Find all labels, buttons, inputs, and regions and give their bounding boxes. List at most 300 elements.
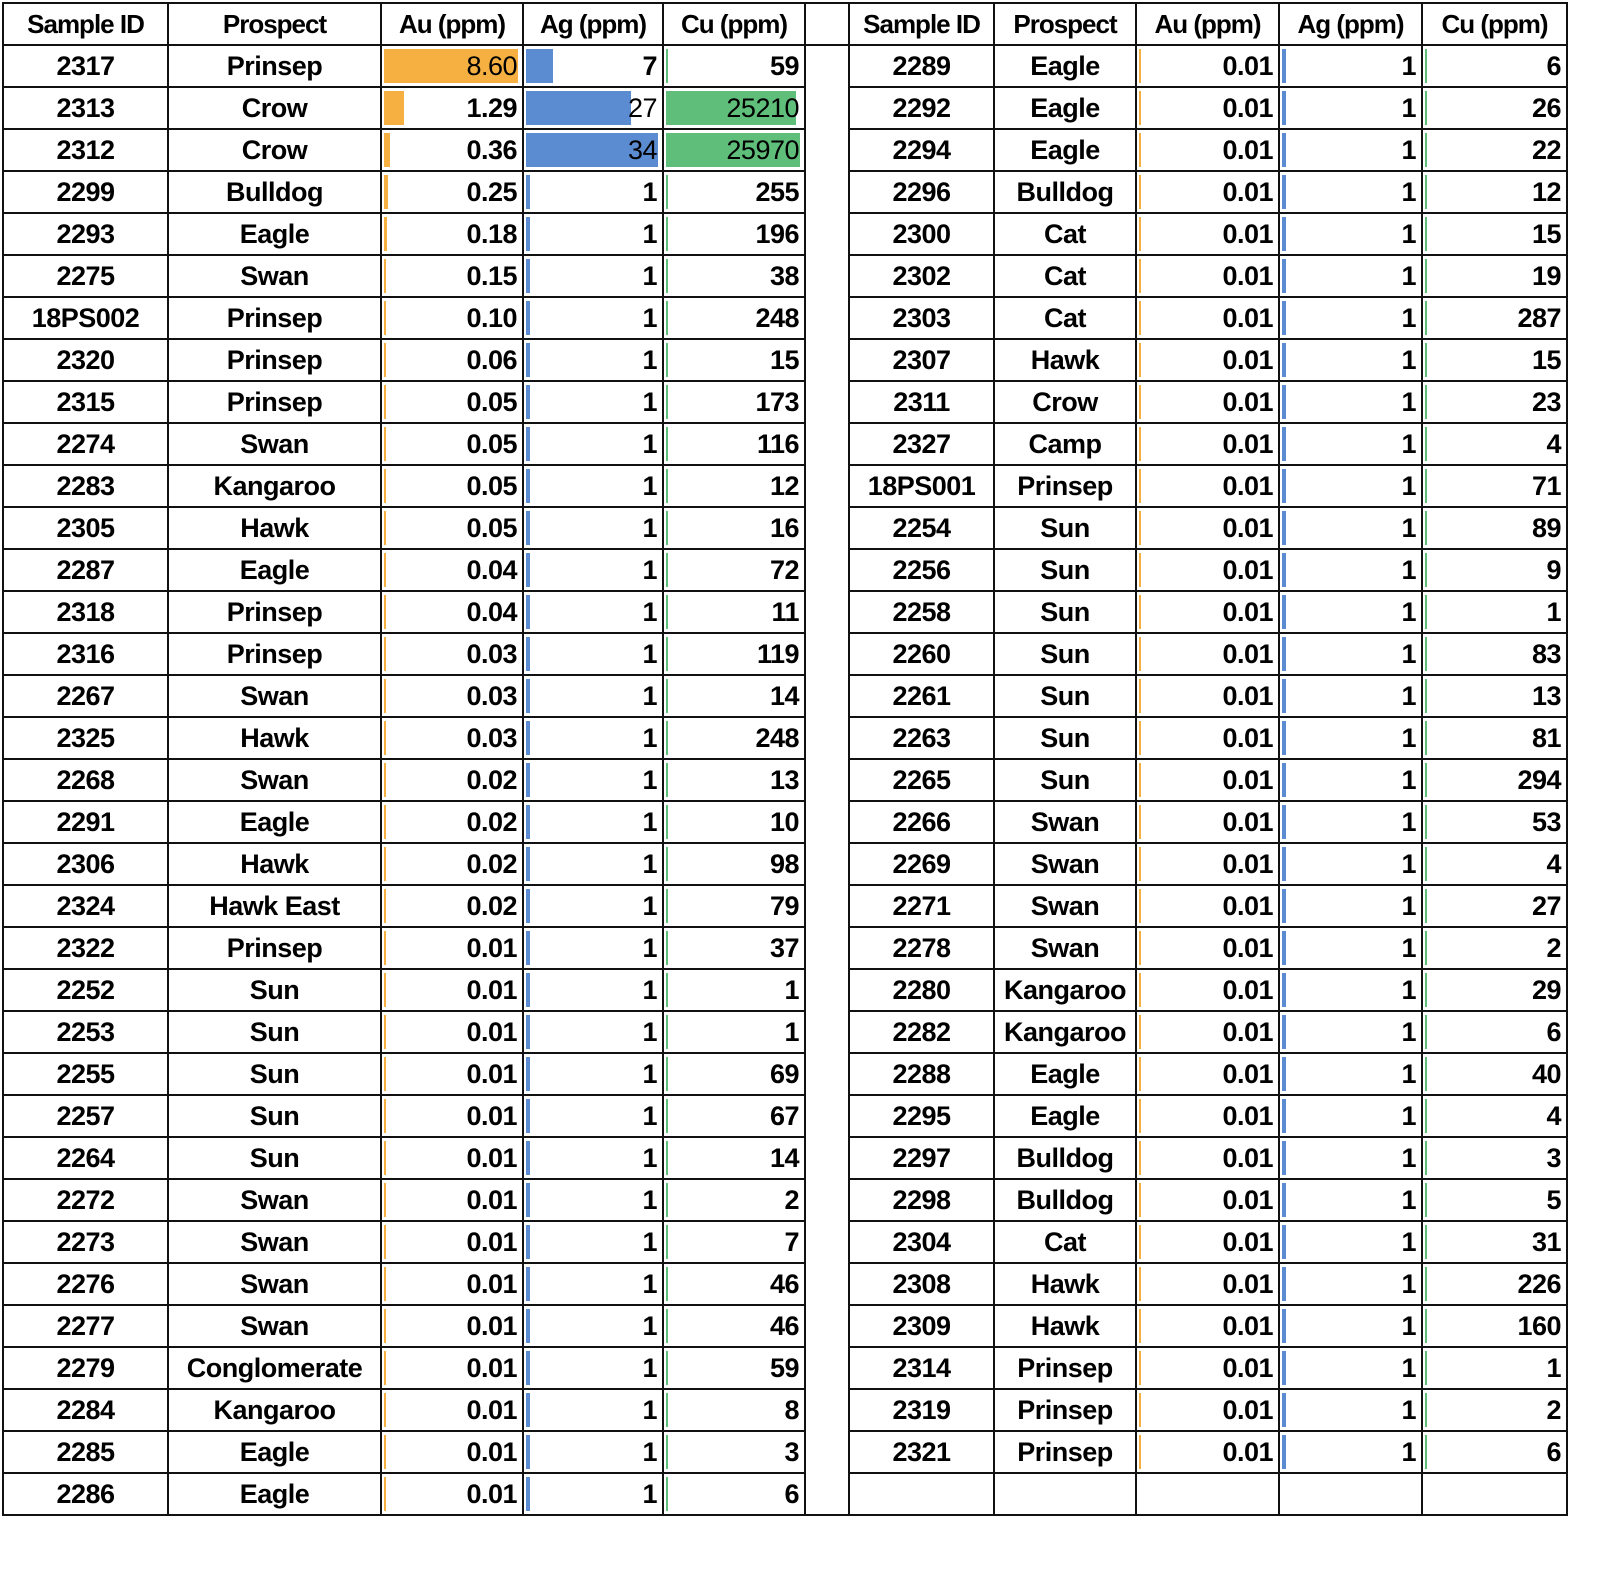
header-au: Au (ppm) [381, 3, 523, 45]
cu-value: 6 [1546, 1436, 1561, 1467]
sample-id-cell: 2277 [3, 1305, 168, 1347]
sample-id-cell: 2299 [3, 171, 168, 213]
sample-id-cell: 2324 [3, 885, 168, 927]
cu-cell [1422, 633, 1567, 675]
ag-data-bar [526, 49, 553, 83]
prospect-cell: Bulldog [994, 1137, 1136, 1179]
ag-cell [523, 1179, 663, 1221]
cu-data-bar [1425, 763, 1427, 797]
sample-id-cell: 2264 [3, 1137, 168, 1179]
prospect-cell: Prinsep [994, 1389, 1136, 1431]
ag-cell [523, 339, 663, 381]
sample-id-cell: 2263 [849, 717, 994, 759]
cu-data-bar [666, 469, 668, 503]
cu-value: 6 [784, 1478, 799, 1509]
au-cell [381, 339, 523, 381]
cu-value: 81 [1531, 722, 1561, 753]
cu-data-bar [666, 1267, 668, 1301]
au-cell [1136, 423, 1279, 465]
cu-cell [1422, 381, 1567, 423]
au-cell [381, 1053, 523, 1095]
cu-value: 2 [1546, 932, 1561, 963]
ag-value: 1 [1401, 974, 1416, 1005]
ag-data-bar [1282, 1057, 1286, 1091]
ag-cell [523, 87, 663, 129]
au-value: 0.05 [466, 512, 517, 543]
au-cell [381, 507, 523, 549]
cu-data-bar [1425, 973, 1427, 1007]
cu-data-bar [1425, 175, 1427, 209]
sample-id-cell: 2280 [849, 969, 994, 1011]
sample-id-cell: 2272 [3, 1179, 168, 1221]
au-cell [1136, 465, 1279, 507]
au-data-bar [1139, 595, 1141, 629]
au-cell [1136, 297, 1279, 339]
sample-id-cell: 2252 [3, 969, 168, 1011]
au-data-bar [384, 217, 387, 251]
au-data-bar [1139, 721, 1141, 755]
spacer-cell [805, 423, 849, 465]
au-value: 0.01 [1222, 1436, 1273, 1467]
ag-cell [523, 129, 663, 171]
au-value: 0.01 [1222, 848, 1273, 879]
au-data-bar [384, 259, 386, 293]
au-value: 0.02 [466, 764, 517, 795]
au-data-bar [384, 763, 386, 797]
au-data-bar [384, 553, 386, 587]
ag-data-bar [1282, 679, 1286, 713]
sample-id-cell: 2303 [849, 297, 994, 339]
prospect-cell: Swan [994, 843, 1136, 885]
spacer-cell [805, 129, 849, 171]
spacer-cell [805, 675, 849, 717]
cu-cell [663, 633, 805, 675]
ag-cell [523, 1011, 663, 1053]
au-data-bar [1139, 805, 1141, 839]
ag-value: 1 [1401, 1100, 1416, 1131]
ag-cell [1279, 1389, 1422, 1431]
prospect-cell: Hawk [994, 1305, 1136, 1347]
ag-data-bar [526, 1015, 530, 1049]
au-data-bar [384, 1057, 386, 1091]
sample-id-cell: 2307 [849, 339, 994, 381]
au-cell [1136, 171, 1279, 213]
sample-id-cell: 2265 [849, 759, 994, 801]
cu-cell [663, 1221, 805, 1263]
sample-id-cell: 2325 [3, 717, 168, 759]
au-cell [381, 1179, 523, 1221]
au-data-bar [384, 343, 386, 377]
ag-data-bar [1282, 595, 1286, 629]
cu-cell [663, 381, 805, 423]
ag-value: 1 [1401, 1310, 1416, 1341]
ag-value: 1 [642, 974, 657, 1005]
cu-data-bar [1425, 301, 1427, 335]
sample-id-cell: 2255 [3, 1053, 168, 1095]
cu-cell [663, 1053, 805, 1095]
ag-value: 1 [1401, 1016, 1416, 1047]
table-row [3, 381, 1567, 423]
cu-cell [1422, 1011, 1567, 1053]
ag-data-bar [526, 1183, 530, 1217]
au-data-bar [1139, 763, 1141, 797]
ag-cell [1279, 927, 1422, 969]
spacer-cell [805, 843, 849, 885]
cu-data-bar [666, 553, 668, 587]
ag-cell [1279, 129, 1422, 171]
spacer-cell [805, 465, 849, 507]
cu-data-bar [666, 637, 668, 671]
au-cell [1136, 675, 1279, 717]
au-cell [381, 255, 523, 297]
ag-data-bar [526, 427, 530, 461]
cu-data-bar [666, 805, 668, 839]
au-data-bar [384, 1351, 386, 1385]
cu-value: 46 [769, 1268, 799, 1299]
au-value: 0.01 [466, 1058, 517, 1089]
au-value: 0.01 [466, 1310, 517, 1341]
cu-value: 15 [1531, 344, 1561, 375]
au-data-bar [1139, 469, 1141, 503]
au-cell [381, 885, 523, 927]
cu-cell [663, 591, 805, 633]
prospect-cell: Swan [994, 927, 1136, 969]
au-data-bar [1139, 133, 1141, 167]
cu-value: 12 [1531, 176, 1561, 207]
cu-data-bar [666, 931, 668, 965]
prospect-cell: Hawk East [168, 885, 381, 927]
au-cell [1136, 885, 1279, 927]
au-value: 0.05 [466, 470, 517, 501]
table-row [3, 1053, 1567, 1095]
prospect-cell: Crow [168, 129, 381, 171]
cu-cell [1422, 129, 1567, 171]
sample-id-cell: 2297 [849, 1137, 994, 1179]
prospect-cell: Cat [994, 1221, 1136, 1263]
cu-value: 59 [769, 1352, 799, 1383]
ag-cell [523, 1095, 663, 1137]
au-cell [381, 465, 523, 507]
cu-cell [1422, 255, 1567, 297]
cu-cell [663, 129, 805, 171]
sample-id-cell: 2320 [3, 339, 168, 381]
cu-data-bar [666, 847, 668, 881]
au-cell [1136, 1263, 1279, 1305]
au-value: 0.01 [466, 1478, 517, 1509]
cu-data-bar [666, 1183, 668, 1217]
prospect-cell: Sun [168, 1011, 381, 1053]
cu-value: 27 [1531, 890, 1561, 921]
ag-cell [1279, 1305, 1422, 1347]
spacer-cell [805, 1473, 849, 1515]
ag-data-bar [526, 385, 530, 419]
sample-id-cell: 2311 [849, 381, 994, 423]
spacer-cell [805, 717, 849, 759]
prospect-cell: Sun [994, 717, 1136, 759]
au-data-bar [1139, 343, 1141, 377]
ag-value: 1 [1401, 1394, 1416, 1425]
au-value: 0.02 [466, 890, 517, 921]
ag-value: 1 [1401, 470, 1416, 501]
ag-cell [1279, 591, 1422, 633]
au-cell [381, 801, 523, 843]
au-cell [381, 759, 523, 801]
ag-data-bar [1282, 805, 1286, 839]
sample-id-cell: 2278 [849, 927, 994, 969]
ag-cell [1279, 213, 1422, 255]
ag-data-bar [526, 595, 530, 629]
ag-cell [523, 423, 663, 465]
au-cell [1136, 129, 1279, 171]
au-cell [1136, 633, 1279, 675]
sample-id-cell: 2296 [849, 171, 994, 213]
cu-data-bar [1425, 1015, 1427, 1049]
ag-data-bar [526, 973, 530, 1007]
au-value: 0.01 [1222, 932, 1273, 963]
table-row [3, 969, 1567, 1011]
ag-cell [1279, 1011, 1422, 1053]
prospect-cell: Hawk [168, 843, 381, 885]
ag-cell [523, 927, 663, 969]
header-row [3, 3, 1567, 45]
ag-data-bar [1282, 889, 1286, 923]
au-cell [1136, 759, 1279, 801]
au-data-bar [384, 91, 404, 125]
au-data-bar [384, 1141, 386, 1175]
cu-value: 1 [1546, 1352, 1561, 1383]
au-data-bar [384, 721, 386, 755]
au-cell [1136, 927, 1279, 969]
au-data-bar [1139, 1057, 1141, 1091]
cu-cell [1422, 1137, 1567, 1179]
ag-value: 1 [1401, 848, 1416, 879]
ag-cell [1279, 969, 1422, 1011]
cu-value: 4 [1546, 428, 1561, 459]
au-data-bar [1139, 511, 1141, 545]
au-value: 0.03 [466, 680, 517, 711]
cu-data-bar [1425, 511, 1427, 545]
spacer-cell [805, 1095, 849, 1137]
ag-data-bar [526, 301, 530, 335]
spacer-cell [805, 759, 849, 801]
ag-cell [523, 1347, 663, 1389]
sample-id-cell: 2253 [3, 1011, 168, 1053]
cu-value: 3 [784, 1436, 799, 1467]
au-value: 0.01 [1222, 806, 1273, 837]
au-value: 0.01 [466, 1226, 517, 1257]
spacer-cell [805, 297, 849, 339]
cu-cell [663, 549, 805, 591]
spacer-cell [805, 213, 849, 255]
au-cell [1136, 549, 1279, 591]
table-row [3, 591, 1567, 633]
table-row [3, 1305, 1567, 1347]
ag-value: 1 [1401, 1058, 1416, 1089]
au-value: 0.02 [466, 806, 517, 837]
au-cell [381, 1305, 523, 1347]
cu-cell [1422, 1095, 1567, 1137]
cu-cell [663, 1347, 805, 1389]
ag-data-bar [526, 1435, 530, 1469]
ag-cell [523, 801, 663, 843]
au-value: 0.36 [466, 134, 517, 165]
cu-data-bar [666, 679, 668, 713]
au-data-bar [1139, 1015, 1141, 1049]
cu-cell [663, 1095, 805, 1137]
prospect-cell: Sun [168, 1053, 381, 1095]
cu-cell [663, 171, 805, 213]
au-cell [381, 675, 523, 717]
sample-id-cell: 2318 [3, 591, 168, 633]
au-cell [1136, 87, 1279, 129]
ag-value: 1 [642, 386, 657, 417]
cu-cell [1422, 507, 1567, 549]
table-row [3, 1347, 1567, 1389]
au-value: 0.05 [466, 386, 517, 417]
cu-value: 72 [769, 554, 799, 585]
ag-cell [1279, 1263, 1422, 1305]
cu-data-bar [1425, 679, 1427, 713]
ag-data-bar [1282, 1267, 1286, 1301]
prospect-cell: Crow [168, 87, 381, 129]
prospect-cell: Crow [994, 381, 1136, 423]
au-cell [381, 1095, 523, 1137]
sample-id-cell: 2316 [3, 633, 168, 675]
cu-data-bar [1425, 427, 1427, 461]
au-data-bar [384, 805, 386, 839]
ag-data-bar [526, 1141, 530, 1175]
cu-value: 26 [1531, 92, 1561, 123]
au-cell [381, 591, 523, 633]
au-value: 0.02 [466, 848, 517, 879]
ag-cell [1279, 339, 1422, 381]
cu-data-bar [1425, 1351, 1427, 1385]
ag-data-bar [1282, 553, 1286, 587]
cu-value: 6 [1546, 1016, 1561, 1047]
sample-id-cell: 18PS001 [849, 465, 994, 507]
prospect-cell: Kangaroo [994, 1011, 1136, 1053]
ag-data-bar [1282, 49, 1286, 83]
cu-value: 25210 [726, 92, 799, 123]
cu-value: 29 [1531, 974, 1561, 1005]
ag-value: 1 [1401, 596, 1416, 627]
ag-data-bar [1282, 133, 1286, 167]
cu-data-bar [1425, 595, 1427, 629]
cu-value: 38 [769, 260, 799, 291]
cu-cell [663, 843, 805, 885]
cu-cell [1422, 1221, 1567, 1263]
ag-data-bar [1282, 1393, 1286, 1427]
ag-cell [1279, 1095, 1422, 1137]
cu-value: 3 [1546, 1142, 1561, 1173]
cu-data-bar [1425, 385, 1427, 419]
header-cu-right: Cu (ppm) [1422, 3, 1567, 45]
ag-value: 1 [1401, 134, 1416, 165]
prospect-cell: Eagle [168, 213, 381, 255]
ag-value: 1 [1401, 1436, 1416, 1467]
cu-cell [1422, 1473, 1567, 1515]
spacer-cell [805, 1389, 849, 1431]
ag-value: 1 [1401, 764, 1416, 795]
ag-cell [1279, 297, 1422, 339]
prospect-cell: Kangaroo [994, 969, 1136, 1011]
au-value: 0.04 [466, 596, 517, 627]
cu-cell [663, 1137, 805, 1179]
au-value: 0.01 [1222, 302, 1273, 333]
ag-value: 1 [1401, 218, 1416, 249]
sample-id-cell: 2276 [3, 1263, 168, 1305]
au-value: 0.01 [1222, 764, 1273, 795]
table-row [3, 1095, 1567, 1137]
cu-data-bar [1425, 343, 1427, 377]
cu-value: 16 [769, 512, 799, 543]
spacer-cell [805, 1011, 849, 1053]
au-data-bar [1139, 889, 1141, 923]
cu-cell [1422, 885, 1567, 927]
ag-data-bar [1282, 763, 1286, 797]
au-cell [381, 1389, 523, 1431]
ag-cell [523, 1431, 663, 1473]
cu-data-bar [1425, 847, 1427, 881]
ag-data-bar [526, 1225, 530, 1259]
prospect-cell: Swan [994, 885, 1136, 927]
table-row [3, 1221, 1567, 1263]
au-data-bar [384, 511, 386, 545]
sample-id-cell: 2257 [3, 1095, 168, 1137]
cu-data-bar [1425, 1393, 1427, 1427]
au-cell [381, 1473, 523, 1515]
au-cell [1136, 507, 1279, 549]
ag-data-bar [1282, 847, 1286, 881]
ag-value: 1 [1401, 344, 1416, 375]
ag-data-bar [1282, 1225, 1286, 1259]
spacer-cell [805, 171, 849, 213]
ag-data-bar [1282, 1351, 1286, 1385]
prospect-cell: Cat [994, 297, 1136, 339]
prospect-cell: Sun [168, 969, 381, 1011]
ag-data-bar [1282, 301, 1286, 335]
au-value: 0.01 [1222, 974, 1273, 1005]
spacer-cell [805, 381, 849, 423]
au-data-bar [384, 847, 386, 881]
ag-data-bar [526, 763, 530, 797]
prospect-cell: Sun [994, 507, 1136, 549]
ag-data-bar [1282, 931, 1286, 965]
cu-cell [1422, 1263, 1567, 1305]
sample-id-cell: 2300 [849, 213, 994, 255]
ag-cell [1279, 465, 1422, 507]
cu-data-bar [666, 511, 668, 545]
spacer-cell [805, 507, 849, 549]
table-row [3, 1473, 1567, 1515]
prospect-cell: Hawk [168, 507, 381, 549]
au-data-bar [384, 427, 386, 461]
prospect-cell: Sun [994, 549, 1136, 591]
ag-cell [523, 969, 663, 1011]
cu-value: 173 [755, 386, 799, 417]
ag-value: 1 [642, 554, 657, 585]
sample-id-cell: 2302 [849, 255, 994, 297]
ag-data-bar [526, 553, 530, 587]
au-value: 0.01 [1222, 260, 1273, 291]
ag-data-bar [526, 343, 530, 377]
au-value: 0.01 [466, 1268, 517, 1299]
table-row [3, 1179, 1567, 1221]
cu-cell [663, 885, 805, 927]
au-cell [1136, 1095, 1279, 1137]
table-row [3, 213, 1567, 255]
ag-value: 1 [642, 176, 657, 207]
